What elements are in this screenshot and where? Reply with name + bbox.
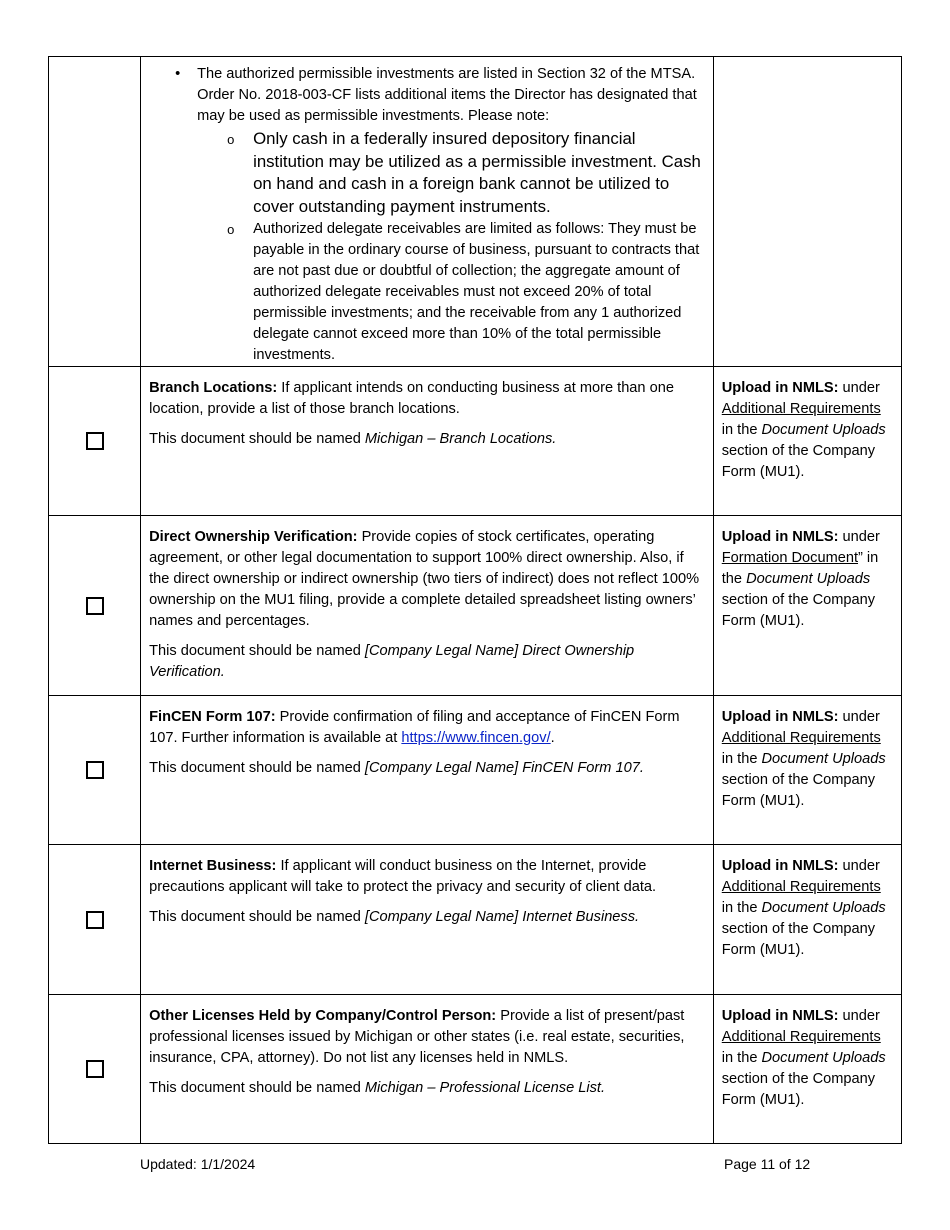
list-item [141,64,713,127]
permissible-investments-text: The authorized permissible investments are listed in Section 32 of the MTSA. Order No. 2018-003-CF lists additional items the Director has designated that may be used as permissible investments. Please note: [197,66,697,124]
footer-updated: Updated: 1/1/2024 [140,1156,256,1172]
upload-instructions: Upload in NMLS: under Additional Requirements in the Document Uploads section of the Company Form (MU1). [721,709,886,809]
receivables-note-text: Authorized delegate receivables are limited as follows: They must be payable in the ordinary course of business, pursuant to contracts that are not past due or doubtful of collection; the aggregate amount of authorized delegate receivables must not exceed 20% of total permissible investments; and the receivable from any 1 authorized delegate cannot exceed more than 10% of the total permissible investments. [253,221,700,363]
sub-bullet-glyph: o [227,222,235,237]
upload-location: Additional Requirements [721,879,881,895]
cash-note-text: Only cash in a federally insured depository financial institution may be utilized as a permissible investment. Cash on hand and cash in a foreign bank cannot be utilized to cover outstanding payment instruments. [253,129,701,216]
table-row [49,696,902,845]
document-name-line: This document should be named Michigan – Professional License List. [149,1080,606,1096]
list-item [141,128,713,218]
checkbox-cell [49,367,141,516]
table-row [49,995,902,1144]
checkbox-cell [49,845,141,995]
checkbox-branch-locations[interactable] [86,432,104,450]
requirement-title: FinCEN Form 107: [149,709,276,725]
requirement-cell [141,995,714,1144]
upload-location: Additional Requirements [721,730,881,746]
fincen-link[interactable]: https://www.fincen.gov/ [401,730,551,746]
upload-location: Formation Document [721,550,859,566]
requirement-cell [141,696,714,845]
upload-cell [713,367,901,516]
document-name-line: This document should be named [Company Legal Name] Direct Ownership Verification. [149,643,635,680]
checkbox-cell [49,696,141,845]
document-name: [Company Legal Name] Internet Business. [364,909,640,925]
upload-cell [713,995,901,1144]
requirement-description: FinCEN Form 107: Provide confirmation of filing and acceptance of FinCEN Form 107. Further information is available at https://www.fincen.gov/. [149,709,680,746]
requirement-description: Branch Locations: If applicant intends on conducting business at more than one location, provide a list of those branch locations. [149,380,674,417]
checklist-table [48,56,902,1144]
upload-cell-empty [713,57,901,367]
upload-instructions: Upload in NMLS: under Additional Requirements in the Document Uploads section of the Company Form (MU1). [721,380,886,480]
table-row [49,845,902,995]
checkbox-cell [49,995,141,1144]
bullet-glyph: • [175,66,181,82]
checkbox-direct-ownership[interactable] [86,597,104,615]
checkbox-fincen-form-107[interactable] [86,761,104,779]
document-name: Michigan – Branch Locations. [364,431,557,447]
upload-cell [713,845,901,995]
document-name: [Company Legal Name] FinCEN Form 107. [364,760,644,776]
requirement-title: Direct Ownership Verification: [149,529,358,545]
sub-bullet-glyph: o [227,132,235,147]
upload-location: Additional Requirements [721,401,881,417]
footer-page-number: Page 11 of 12 [724,1156,811,1172]
requirement-title: Other Licenses Held by Company/Control Person: [149,1008,497,1024]
upload-cell [713,516,901,696]
document-name-line: This document should be named [Company Legal Name] FinCEN Form 107. [149,760,644,776]
checkbox-internet-business[interactable] [86,911,104,929]
requirement-cell [141,516,714,696]
upload-instructions: Upload in NMLS: under Additional Requirements in the Document Uploads section of the Company Form (MU1). [721,858,886,958]
document-name-line: This document should be named Michigan – Branch Locations. [149,431,557,447]
table-row [49,516,902,696]
requirement-description: Other Licenses Held by Company/Control Person: Provide a list of present/past professional licenses issued by Michigan or other states (i.e. real estate, securities, insurance, CPA, attorney). Do not list any licenses held in NMLS. [149,1008,685,1066]
requirement-title: Branch Locations: [149,380,278,396]
upload-instructions: Upload in NMLS: under Additional Requirements in the Document Uploads section of the Company Form (MU1). [721,1008,886,1108]
document-name: [Company Legal Name] Direct Ownership Verification. [149,643,635,680]
checkbox-cell-empty [49,57,141,367]
list-item [141,219,713,366]
document-name: Michigan – Professional License List. [364,1080,606,1096]
requirement-cell [141,845,714,995]
table-row [49,57,902,367]
requirement-title: Internet Business: [149,858,277,874]
checkbox-cell [49,516,141,696]
checkbox-other-licenses[interactable] [86,1060,104,1078]
upload-instructions: Upload in NMLS: under Formation Document” in the Document Uploads section of the Company Form (MU1). [721,529,880,629]
requirement-description: Internet Business: If applicant will conduct business on the Internet, provide precautions applicant will take to protect the privacy and security of client data. [149,858,657,895]
requirement-cell [141,367,714,516]
requirement-cell [141,57,714,367]
upload-cell [713,696,901,845]
table-row [49,367,902,516]
document-name-line: This document should be named [Company Legal Name] Internet Business. [149,909,640,925]
requirement-description: Direct Ownership Verification: Provide copies of stock certificates, operating agreement, or other legal documentation to support 100% direct ownership. Also, if the direct ownership or indirect ownership (two tiers of indirect) does not reflect 100% ownership on the MU1 filing, provide a complete detailed spreadsheet listing owners’ names and percentages. [149,529,700,629]
upload-location: Additional Requirements [721,1029,881,1045]
